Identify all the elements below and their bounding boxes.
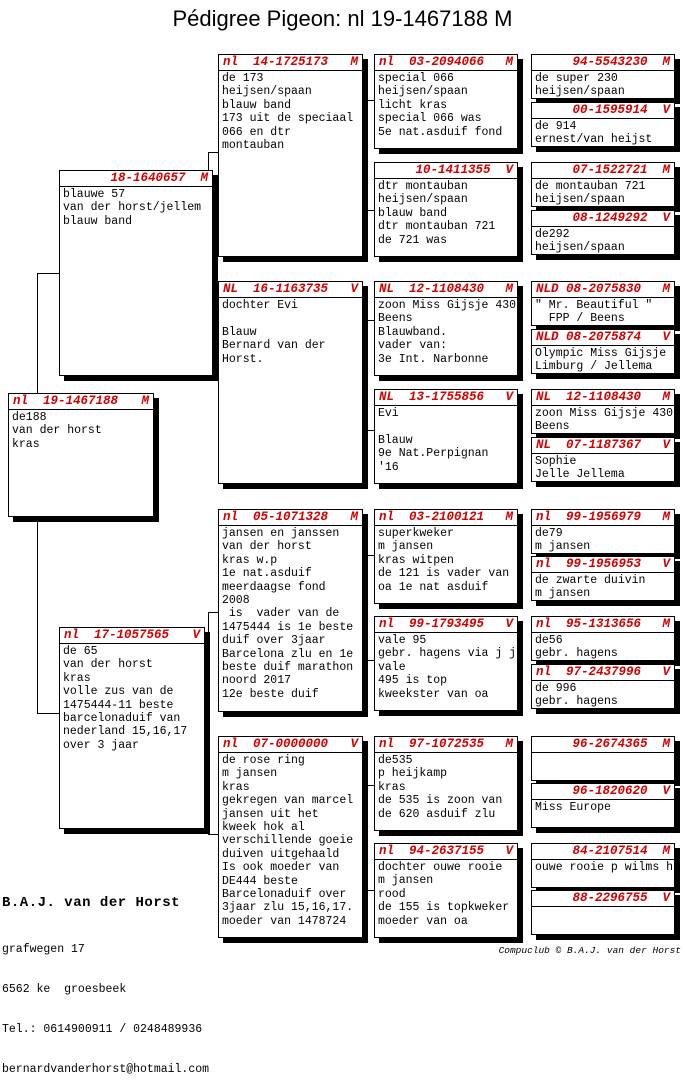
pigeon-notes [532,346,674,374]
connector-line [366,660,374,661]
ring-number: nl 14-1725173 [223,55,329,69]
ring-number: nl 94-2637155 [379,844,485,858]
pigeon-note-line: kras [12,437,40,451]
connector-line [366,890,374,891]
connector-line [208,612,218,613]
sex-marker: M [350,55,358,69]
pigeon-notes [219,71,362,153]
pigeon-notes [9,410,153,452]
ring-number: NLD 08-2075874 [536,330,642,344]
sex-marker: M [141,394,149,408]
connector-line [208,612,209,834]
pigeon-note-line: Beens [535,420,570,434]
pigeon-note-line: Is ook moeder van [222,861,340,875]
pigeon-box-dam[interactable] [59,627,205,829]
sex-marker: M [505,55,513,69]
pigeon-note-line: dtr montauban 721 [378,220,496,234]
pigeon-notes [532,119,674,147]
pigeon-note-line: noord 2017 [222,674,292,688]
ring-number: nl 03-2100121 [379,510,485,524]
pigeon-notes [375,753,517,822]
pigeon-note-line: de super 230 [535,72,618,85]
pigeon-note-line: m jansen [378,540,434,554]
pigeon-notes [219,526,362,702]
sex-marker: M [662,163,670,177]
sex-marker: M [662,55,670,69]
pigeon-note-line: Blauw [222,325,257,339]
ring-number: 07-1522721 [572,163,648,177]
pigeon-note-line: 12e beste duif [222,687,319,701]
pigeon-note-line [378,420,514,433]
sex-marker: V [505,844,513,858]
sex-marker: M [505,737,513,751]
connector-line [366,555,374,556]
pigeon-note-line: de rose ring [222,754,305,767]
pigeon-note-line: de292 [535,228,570,241]
pigeon-notes [532,633,674,661]
pigeon-note-line: van der horst [222,540,312,554]
pigeon-note-line: 495 is top [378,674,448,688]
pigeon-note-line: 066 en dtr [222,125,292,139]
pigeon-note-line: 9e Nat.Perpignan [378,447,489,461]
pigeon-notes [532,800,674,815]
pigeon-notes [375,406,517,475]
pigeon-note-line: Olympic Miss Gijsje [535,347,667,360]
sex-marker: V [350,737,358,751]
pigeon-notes [532,907,674,909]
ring-number: 84-2107514 [572,844,648,858]
sex-marker: M [662,844,670,858]
pigeon-note-line: Beens [378,312,413,326]
ring-number: nl 97-1072535 [379,737,485,751]
pigeon-box-gen4[interactable] [531,616,675,661]
sex-marker: V [662,438,670,452]
pigeon-note-line: Bernard van der [222,339,326,353]
pigeon-note-line: blauw band [222,98,292,112]
pigeon-note-line: de montauban 721 [535,180,646,193]
pigeon-note-line: de 620 asduif zlu [378,807,496,821]
pigeon-note-line: blauw band [63,214,133,228]
ring-number: 10-1411355 [415,163,491,177]
pigeon-box-gen4[interactable] [531,843,675,888]
pigeon-note-line: blauw band [378,206,448,220]
pigeon-note-line: de 155 is topkweker [378,901,510,915]
sex-marker: M [200,171,208,185]
pigeon-note-line: duiven uitgehaald [222,847,340,861]
connector-line [208,834,218,835]
sex-marker: V [505,390,513,404]
pigeon-note-line: kras w.p [222,553,278,567]
pigeon-note-line: kras [222,780,250,794]
pigeon-box-gen4[interactable] [531,162,675,207]
pigeon-note-line: Blauwband. [378,325,448,339]
ring-number: 88-2296755 [572,891,648,905]
ring-number: 18-1640657 [110,171,186,185]
pigeon-notes [532,573,674,601]
sex-marker: V [662,557,670,571]
pigeon-box-gen3[interactable] [374,616,518,711]
pigeon-note-line: barcelonaduif van [63,712,181,726]
ring-number: nl 95-1313656 [536,617,642,631]
sex-marker: V [350,282,358,296]
pigeon-note-line: de 914 [535,120,577,133]
pigeon-note-line: dochter Evi [222,299,298,312]
pigeon-box-gen3[interactable] [374,389,518,484]
pigeon-note-line: gebr. hagens [535,647,618,661]
breeder-city: 6562 ke groesbeek [2,982,127,996]
pigeon-box-gen4[interactable] [531,890,675,935]
breeder-name: B.A.J. van der Horst [2,894,181,911]
pigeon-note-line: 1475444-11 beste [63,698,174,712]
pigeon-note-line: Jelle Jellema [535,468,625,482]
pigeon-note-line: special 066 was [378,112,482,126]
pigeon-note-line: dochter ouwe rooie [378,861,503,874]
pigeon-note-line: 3e Int. Narbonne [378,352,489,366]
ring-number: NL 16-1163735 [223,282,329,296]
pigeon-note-line: heijsen/spaan [378,193,468,207]
pigeon-box-sire[interactable] [59,170,213,376]
ring-number: 96-2674365 [572,737,648,751]
pigeon-note-line: de 121 is vader van [378,567,510,581]
pigeon-note-line: kras witpen [378,553,454,567]
ring-number: nl 99-1793495 [379,617,485,631]
pigeon-note-line [222,312,359,325]
pigeon-notes [375,71,517,140]
sex-marker: V [662,103,670,117]
ring-number: nl 97-2437996 [536,665,642,679]
pigeon-note-line: heijsen/spaan [535,85,625,99]
pigeon-notes [375,526,517,595]
sex-marker: M [662,282,670,296]
pigeon-notes [375,860,517,929]
pigeon-note-line: superkweker [378,527,454,540]
pigeon-box-gen4[interactable] [531,389,675,434]
pigeon-box-gen3[interactable] [374,54,518,149]
pigeon-note-line: heijsen/spaan [378,85,468,99]
pigeon-box-gen3[interactable] [374,162,518,257]
pigeon-note-line: Evi [378,407,399,420]
pigeon-note-line: kweekster van oa [378,687,489,701]
pigeon-box-subject[interactable] [8,393,154,517]
pigeon-notes [532,681,674,709]
pigeon-note-line: beste duif marathon [222,661,354,675]
pigeon-note-line: de 535 is zoon van [378,794,503,808]
ring-number: NLD 08-2075830 [536,282,642,296]
sex-marker: M [662,510,670,524]
sex-marker: V [662,891,670,905]
pigeon-notes [532,406,674,434]
sex-marker: V [662,330,670,344]
pigeon-note-line: gebr. hagens [535,695,618,709]
pigeon-note-line: licht kras [378,98,448,112]
pigeon-note-line: moeder van oa [378,914,468,928]
pigeon-note-line: rood [378,887,406,901]
pigeon-note-line: de188 [12,411,47,424]
connector-line [366,785,374,786]
pigeon-note-line: van der horst/jellem [63,201,202,215]
ring-number: nl 99-1956953 [536,557,642,571]
page-title: Pédigree Pigeon: nl 19-1467188 M [172,6,513,31]
pigeon-note-line: de 996 [535,682,577,695]
sex-marker: M [505,510,513,524]
pigeon-note-line: Blauw [378,433,413,447]
pigeon-note-line: is vader van de [222,607,340,621]
sex-marker: V [505,163,513,177]
pigeon-box-gen4[interactable] [531,329,675,374]
ring-number: nl 05-1071328 [223,510,329,524]
pigeon-note-line: zoon Miss Gijsje 430 [378,299,517,312]
pigeon-note-line: 1e nat.asduif [222,567,312,581]
pigeon-box-gen2[interactable] [218,736,363,938]
ring-number: NL 12-1108430 [536,390,642,404]
connector-line [37,713,59,714]
pigeon-note-line: Horst. [222,352,264,366]
pigeon-note-line: blauwe 57 [63,188,126,201]
ring-number: nl 03-2094066 [379,55,485,69]
breeder-email[interactable]: bernardvanderhorst@hotmail.com [2,1063,210,1077]
pigeon-notes [532,227,674,255]
pigeon-note-line: de 173 [222,72,264,85]
pigeon-note-line: kras [63,671,91,685]
pigeon-note-line: vader van: [378,339,448,353]
pigeon-note-line: jansen en janssen [222,527,340,540]
sex-marker: M [662,617,670,631]
pigeon-notes [375,633,517,702]
pigeon-note-line: volle zus van de [63,685,174,699]
connector-line [366,430,374,431]
pigeon-notes [532,179,674,207]
sex-marker: V [662,211,670,225]
pigeon-box-gen3[interactable] [374,281,518,376]
pigeon-box-gen4[interactable] [531,509,675,554]
pigeon-box-gen2[interactable] [218,509,363,712]
pigeon-note-line: de 65 [63,645,98,658]
pigeon-note-line: vale [378,660,406,674]
pigeon-box-gen4[interactable] [531,281,675,326]
pigeon-note-line: m jansen [222,767,278,781]
pigeon-notes [532,71,674,99]
pigeon-note-line: 3jaar zlu 15,16,17. [222,901,354,915]
pigeon-note-line: de 721 was [378,233,448,247]
sex-marker: M [505,282,513,296]
pigeon-note-line: jansen uit het [222,807,319,821]
pigeon-note-line: FPP / Beens [535,312,625,326]
pigeon-note-line: van der horst [12,424,102,438]
pigeon-note-line: gebr. hagens via j j [378,647,517,661]
connector-line [208,152,218,153]
pigeon-note-line: de zwarte duivin [535,574,646,587]
pigeon-note-line: vale 95 [378,634,427,647]
ring-number: NL 07-1187367 [536,438,642,452]
pigeon-notes [219,753,362,929]
pigeon-note-line: over 3 jaar [63,738,139,752]
ring-number: 96-1820620 [572,784,648,798]
breeder-address: grafwegen 17 [2,942,85,956]
pigeon-box-gen2[interactable] [218,54,363,257]
pigeon-notes [219,298,362,367]
pigeon-note-line: montauban [222,139,285,153]
pigeon-note-line: 2008 [222,594,250,608]
pigeon-note-line: m jansen [535,587,591,601]
pigeon-note-line: oa 1e nat asduif [378,580,489,594]
pigeon-note-line: duif over 3jaar [222,634,326,648]
pigeon-note-line: 1475444 is 1e beste [222,620,354,634]
pigeon-note-line: verschillende goeie [222,834,354,848]
sex-marker: V [662,784,670,798]
connector-line [37,273,59,274]
connector-line [366,210,374,211]
pigeon-note-line: p heijkamp [378,767,448,781]
pigeon-note-line: Barcelonaduif over [222,888,347,902]
ring-number: NL 12-1108430 [379,282,485,296]
pigeon-box-gen3[interactable] [374,843,518,938]
pigeon-note-line: " Mr. Beautiful " [535,299,653,312]
pigeon-note-line: Barcelona zlu en 1e [222,647,354,661]
pigeon-notes [532,753,674,755]
pigeon-note-line: zoon Miss Gijsje 430 [535,407,674,420]
pigeon-box-gen4[interactable] [531,556,675,601]
ring-number: nl 19-1467188 [13,394,119,408]
pigeon-note-line: Sophie [535,455,577,468]
pigeon-note-line: special 066 [378,72,454,85]
pigeon-notes [532,526,674,554]
sex-marker: M [662,737,670,751]
pigeon-box-gen3[interactable] [374,736,518,831]
sex-marker: V [505,617,513,631]
pigeon-note-line: van der horst [63,658,153,672]
pigeon-note-line: nederland 15,16,17 [63,725,188,739]
pigeon-box-gen4[interactable] [531,102,675,147]
breeder-phone: Tel.: 0614900911 / 0248489936 [2,1023,203,1037]
ring-number: 00-1595914 [572,103,648,117]
pigeon-note-line: 5e nat.asduif fond [378,125,503,139]
pigeon-box-gen4[interactable] [531,210,675,255]
sex-marker: M [662,390,670,404]
pigeon-box-gen3[interactable] [374,509,518,604]
pigeon-box-gen4[interactable] [531,736,675,781]
ring-number: 08-1249292 [572,211,648,225]
pigeon-notes [532,454,674,482]
pigeon-note-line: Limburg / Jellema [535,360,653,374]
pigeon-note-line: heijsen/spaan [222,85,312,99]
pigeon-note-line: moeder van 1478724 [222,914,347,928]
ring-number: 94-5543230 [572,55,648,69]
pigeon-note-line: '16 [378,460,399,474]
pigeon-note-line: 173 uit de speciaal [222,112,354,126]
pigeon-notes [60,187,212,229]
pigeon-note-line: heijsen/spaan [535,193,625,207]
pigeon-note-line: meerdaagse fond [222,580,326,594]
ring-number: nl 17-1057565 [64,628,170,642]
connector-line [366,100,374,101]
pigeon-note-line: kweek hok al [222,821,305,835]
pigeon-note-line: dtr montauban [378,180,468,193]
pigeon-note-line: kras [378,780,406,794]
pigeon-note-line: de56 [535,634,563,647]
pigeon-box-gen4[interactable] [531,54,675,99]
pigeon-note-line: gekregen van marcel [222,794,354,808]
pigeon-box-gen4[interactable] [531,437,675,482]
sex-marker: M [350,510,358,524]
pigeon-note-line: Miss Europe [535,801,611,814]
pigeon-note-line: DE444 beste [222,874,298,888]
pigeon-notes [375,179,517,248]
sex-marker: V [662,665,670,679]
pigeon-box-gen4[interactable] [531,664,675,709]
pigeon-notes [375,298,517,367]
footer-credit: Compuclub © B.A.J. van der Horst [498,945,681,956]
pigeon-note-line: ouwe rooie p wilms h [535,861,674,874]
pigeon-notes [60,644,204,753]
pigeon-note-line: heijsen/spaan [535,241,625,255]
pigeon-note-line: de79 [535,527,563,540]
pigeon-box-gen4[interactable] [531,783,675,828]
sex-marker: V [192,628,200,642]
connector-line [366,320,374,321]
pigeon-notes [532,298,674,326]
pigeon-notes [532,860,674,875]
ring-number: NL 13-1755856 [379,390,485,404]
breeder-info [2,868,209,1090]
pigeon-note-line: m jansen [535,540,591,554]
pigeon-note-line: de535 [378,754,413,767]
ring-number: nl 99-1956979 [536,510,642,524]
pigeon-note-line: m jansen [378,874,434,888]
ring-number: nl 07-0000000 [223,737,329,751]
pigeon-box-gen2[interactable] [218,281,363,484]
pigeon-note-line: ernest/van heijst [535,133,653,147]
